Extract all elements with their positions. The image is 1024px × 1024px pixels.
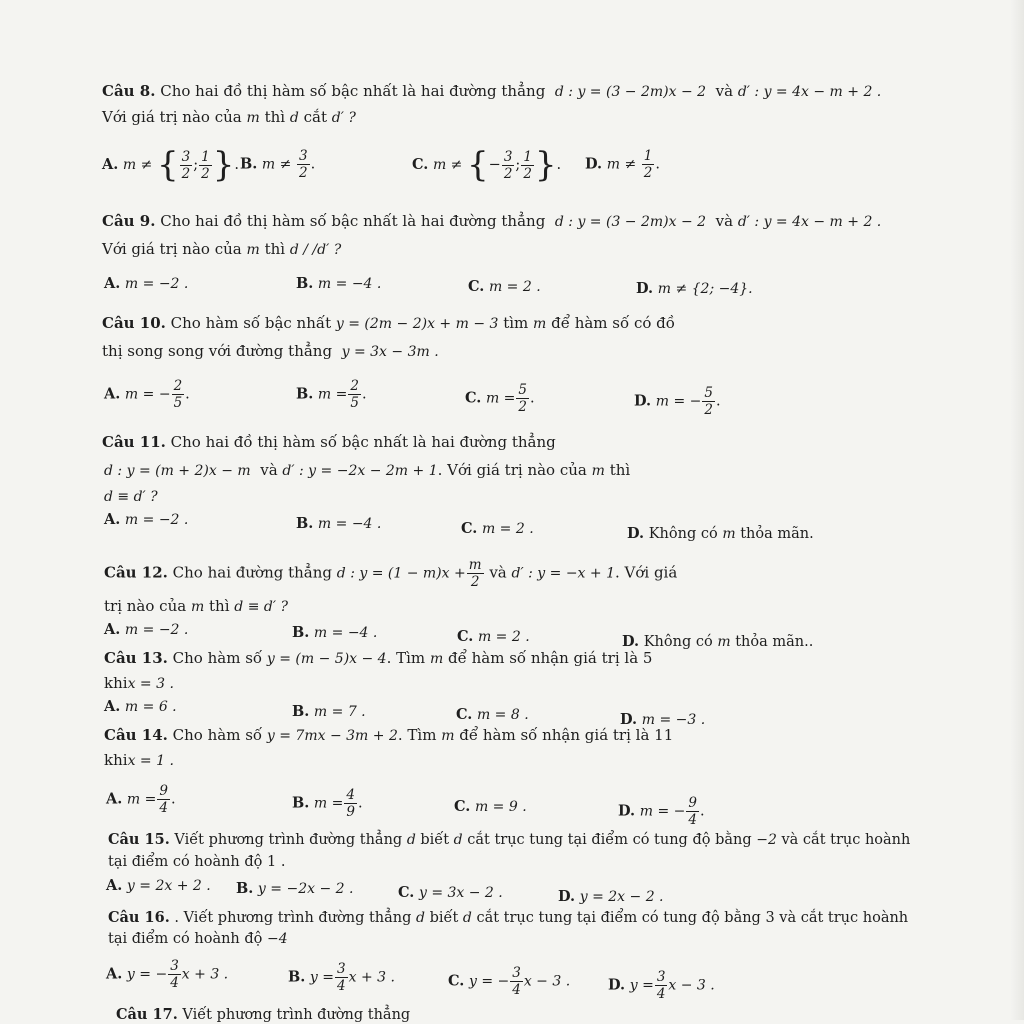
option-label: C.: [465, 389, 482, 407]
question-text: cắt trục tung tại điểm có tung độ bằng 3: [476, 910, 775, 926]
question-9-line-1: [102, 212, 881, 231]
option-value: Không có: [643, 634, 713, 650]
option-value: m = −2 .: [124, 512, 189, 528]
option-value: x − 3 .: [668, 977, 715, 994]
option-label: C.: [398, 884, 415, 901]
option-label: D.: [622, 633, 640, 650]
option-b: [292, 624, 377, 642]
question-text: Cho hai đồ thị hàm số bậc nhất là hai đường thẳng: [160, 82, 546, 100]
option-value: y = −2x − 2 .: [257, 881, 354, 897]
option-label: A.: [104, 698, 121, 715]
question-text: thì: [264, 108, 286, 126]
option-value: m = 6 .: [124, 699, 177, 715]
option-label: D.: [618, 802, 636, 820]
question-16-line-2: [108, 930, 288, 948]
question-15-line-1: [108, 831, 910, 849]
variable: d: [453, 832, 463, 848]
fraction: $\frac{1}{2}$: [643, 148, 653, 181]
option-value: x − 3 .: [523, 973, 571, 990]
conjunction: và: [260, 461, 278, 479]
question-16-line-1: [108, 909, 908, 927]
option-value: m = 2 .: [481, 521, 534, 537]
question-label: Câu 12.: [104, 563, 168, 582]
option-label: B.: [292, 794, 310, 812]
option-value: y =: [629, 977, 654, 994]
option-value: m = 9 .: [474, 799, 527, 815]
equation: d ≡ d′ ?: [234, 599, 288, 615]
option-a: [104, 698, 177, 716]
question-text: thì: [264, 240, 286, 258]
option-value: x + 3 .: [348, 969, 395, 986]
option-b: B. m = $\frac{4}{9}$ .: [292, 787, 363, 820]
option-label: A.: [104, 275, 121, 292]
question-text: Viết phương trình đường thẳng: [174, 832, 403, 848]
option-value: m = 2 .: [488, 279, 541, 295]
option-value: m = −: [639, 803, 686, 820]
question-text: để hàm số có đồ: [551, 314, 675, 332]
page-edge-shadow: [1010, 0, 1024, 1020]
question-text: . Tìm: [386, 649, 426, 667]
option-label: A.: [106, 790, 123, 808]
option-label: B.: [292, 703, 310, 720]
variable: m: [246, 110, 260, 126]
question-text: . Viết phương trình đường thẳng: [174, 910, 412, 926]
option-value: m = 8 .: [476, 707, 529, 723]
option-value: y = −: [468, 973, 510, 990]
equation: d′ : y = 4x − m + 2 .: [737, 84, 882, 100]
option-label: D.: [558, 888, 576, 905]
option-d: [608, 969, 715, 1002]
option-a: A. m = − $\frac{2}{5}$ .: [104, 378, 190, 411]
conjunction: và: [715, 82, 734, 100]
option-label: C.: [457, 628, 474, 645]
option-value: m = 2 .: [477, 629, 530, 645]
option-value: m =: [485, 390, 516, 407]
fraction: $\frac{5}{2}$: [704, 385, 713, 418]
question-11-line-3: [104, 487, 158, 506]
question-text: . Tìm: [397, 726, 437, 744]
fraction: $\frac{3}{4}$: [656, 969, 666, 1002]
question-text: để hàm số nhận giá trị là 11: [459, 726, 674, 744]
question-label: Câu 17.: [116, 1006, 178, 1023]
option-label: B.: [292, 624, 310, 641]
variable: m: [246, 242, 260, 258]
fraction: $\frac{m}{2}$: [468, 557, 482, 590]
option-d: D. m = − $\frac{9}{4}$ .: [618, 795, 705, 828]
variable: m: [429, 651, 444, 667]
option-label: C.: [448, 972, 465, 990]
question-text: Với giá trị nào của: [102, 240, 242, 258]
question-14-line-2: [104, 751, 174, 770]
question-text: tại điểm có hoành độ: [108, 931, 263, 947]
question-text: Cho hai đường thẳng: [172, 563, 332, 582]
equation: d′ : y = −x + 1: [511, 565, 615, 582]
fraction: $\frac{3}{4}$: [512, 965, 521, 998]
variable: m: [717, 634, 731, 650]
option-b: [296, 515, 381, 533]
question-text: Cho hàm số bậc nhất: [170, 314, 332, 332]
question-13-line-2: [104, 674, 174, 693]
option-value: y = 2x − 2 .: [579, 889, 664, 905]
question-12-line-2: [104, 597, 288, 616]
option-label: B.: [236, 880, 254, 897]
option-value: thỏa mãn..: [735, 634, 814, 650]
option-c: [456, 706, 529, 724]
option-label: D.: [585, 155, 603, 173]
question-9-line-2: [102, 240, 341, 259]
fraction: $\frac{2}{5}$: [173, 378, 183, 411]
question-text: . Với giá: [614, 563, 678, 582]
option-d: [627, 525, 814, 543]
question-text: thì: [209, 597, 230, 615]
value: −4: [267, 931, 288, 947]
option-value: m = 7 .: [313, 704, 366, 720]
question-label: Câu 14.: [104, 726, 168, 744]
option-label: A.: [106, 965, 123, 983]
option-label: C.: [468, 278, 485, 295]
option-a: [104, 511, 188, 529]
question-label: Câu 16.: [108, 909, 170, 926]
value: −2: [756, 832, 777, 848]
question-text: . Với giá trị nào của: [437, 461, 587, 479]
equation: y = 7mx − 3m + 2: [266, 728, 398, 744]
question-17-line-1: [116, 1006, 410, 1024]
option-label: A.: [104, 385, 121, 403]
question-8-line-1: [102, 82, 881, 101]
option-c: [398, 884, 503, 902]
variable: d: [462, 910, 472, 926]
option-c: C. m = $\frac{5}{2}$ .: [465, 382, 535, 415]
equation: d : y = (1 − m)x +: [336, 565, 466, 582]
fraction: $\frac{5}{2}$: [518, 382, 528, 415]
option-b: [236, 880, 353, 898]
option-a: [106, 958, 228, 991]
option-value: m = −: [124, 386, 171, 403]
question-text: trị nào của: [104, 597, 187, 615]
equation: x = 3 .: [127, 676, 174, 692]
option-value: y =: [309, 969, 335, 986]
question-15-line-2: [108, 853, 285, 871]
option-a: A. m = $\frac{9}{4}$ .: [106, 783, 176, 816]
equation: d′ : y = 4x − m + 2 .: [737, 214, 882, 230]
option-d: D. m = − $\frac{5}{2}$ .: [634, 385, 721, 418]
question-text: biết: [429, 910, 459, 926]
equation: d : y = (3 − 2m)x − 2: [554, 84, 707, 100]
equation: y = (2m − 2)x + m − 3: [335, 316, 499, 332]
option-label: B.: [240, 155, 258, 173]
option-label: A.: [104, 511, 121, 528]
option-value: x + 3 .: [181, 966, 229, 983]
option-label: C.: [461, 520, 478, 537]
variable: m: [591, 463, 605, 479]
equation: x = 1 .: [127, 753, 174, 769]
fraction: $\frac{9}{4}$: [159, 783, 168, 816]
question-text: tại điểm có hoành độ 1 .: [108, 854, 286, 870]
question-label: Câu 11.: [102, 433, 166, 451]
option-d: [558, 888, 664, 906]
question-8-line-2: [102, 108, 356, 127]
question-10-line-2: [102, 342, 439, 361]
option-label: B.: [288, 968, 306, 986]
option-label: C.: [454, 798, 471, 815]
brace-close: }: [534, 145, 557, 185]
variable: d′ ?: [331, 110, 356, 126]
option-label: A.: [106, 877, 123, 894]
option-value: m =: [313, 795, 344, 812]
equation: d : y = (3 − 2m)x − 2: [554, 214, 707, 230]
question-label: Câu 13.: [104, 649, 168, 667]
option-a: [104, 275, 188, 293]
option-d: [636, 280, 753, 298]
question-12-line-1: [104, 557, 677, 590]
fraction: $\frac{1}{2}$: [201, 148, 210, 182]
question-label: Câu 15.: [108, 831, 170, 848]
question-text: khi: [104, 751, 128, 769]
option-value: m = −2 .: [124, 622, 189, 638]
option-value: m ≠ {2; −4}.: [657, 281, 753, 297]
option-b: B. m = $\frac{2}{5}$ .: [296, 378, 367, 411]
option-c: [457, 628, 530, 646]
question-11-line-1: [102, 433, 556, 451]
option-label: C.: [456, 706, 473, 723]
option-value: m ≠: [261, 156, 292, 173]
question-text: và cắt trục hoành: [779, 910, 909, 926]
question-text: Cho hai đồ thị hàm số bậc nhất là hai đường thẳng: [160, 212, 546, 230]
option-label: B.: [296, 515, 314, 532]
question-text: Viết phương trình đường thẳng: [182, 1007, 411, 1023]
fraction: $\frac{3}{2}$: [503, 148, 513, 182]
option-b: [292, 703, 366, 721]
option-value: thỏa mãn.: [740, 526, 814, 542]
question-text: thì: [609, 461, 631, 479]
option-b: [296, 275, 381, 293]
option-value: m = −4 .: [313, 625, 378, 641]
option-value: y = −: [126, 966, 168, 983]
question-text: cắt trục tung tại điểm có tung độ bằng: [467, 832, 752, 848]
option-label: D.: [608, 976, 626, 994]
option-b: [288, 961, 395, 994]
option-a: [104, 621, 188, 639]
variable: m: [441, 728, 455, 744]
fraction: $\frac{3}{2}$: [299, 148, 308, 181]
option-label: C.: [412, 156, 429, 173]
brace-open: {: [157, 145, 179, 185]
question-label: Câu 10.: [102, 314, 166, 332]
option-value: Không có: [648, 526, 718, 542]
conjunction: và: [489, 563, 507, 582]
option-c: [468, 278, 541, 296]
option-value: m ≠: [122, 157, 153, 173]
option-value: m = −: [655, 393, 702, 410]
option-value: m = −3 .: [641, 712, 706, 728]
question-text: tìm: [503, 314, 529, 332]
equation: y = (m − 5)x − 4: [266, 651, 387, 667]
option-label: B.: [296, 385, 314, 403]
option-label: D.: [636, 280, 654, 297]
variable: d / /d′ ?: [289, 242, 342, 258]
equation: d ≡ d′ ?: [104, 489, 158, 505]
option-label: D.: [620, 711, 638, 728]
fraction: $\frac{3}{2}$: [181, 148, 191, 182]
equation: y = 3x − 3m .: [341, 344, 439, 360]
variable: m: [190, 599, 205, 615]
option-c: [454, 798, 527, 816]
question-label: Câu 9.: [102, 212, 156, 230]
option-label: D.: [627, 525, 645, 542]
question-text: khi: [104, 674, 128, 692]
fraction: $\frac{4}{9}$: [346, 787, 355, 820]
variable: d: [416, 910, 425, 926]
question-text: Với giá trị nào của: [102, 108, 242, 126]
question-text: Cho hàm số: [172, 649, 263, 667]
conjunction: và: [715, 212, 734, 230]
fraction: $\frac{1}{2}$: [523, 148, 532, 182]
equation: d′ : y = −2x − 2m + 1: [282, 463, 438, 479]
option-label: B.: [296, 275, 314, 292]
brace-close: }: [212, 145, 235, 185]
question-text: Cho hàm số: [172, 726, 263, 744]
question-13-line-1: [104, 649, 652, 668]
option-value: m = −4 .: [317, 516, 382, 532]
fraction: $\frac{3}{4}$: [337, 961, 346, 994]
question-text: để hàm số nhận giá trị là 5: [448, 649, 653, 667]
fraction: $\frac{9}{4}$: [688, 795, 697, 828]
question-text: Cho hai đồ thị hàm số bậc nhất là hai đường thẳng: [170, 433, 556, 451]
question-text: biết: [420, 832, 450, 848]
option-label: A.: [104, 621, 121, 638]
question-text: cắt: [303, 108, 327, 126]
option-c: [448, 965, 570, 998]
option-value: m ≠: [432, 157, 463, 173]
question-label: Câu 8.: [102, 82, 156, 100]
variable: d: [406, 832, 416, 848]
option-label: A.: [102, 156, 119, 173]
option-value: m ≠: [606, 156, 637, 173]
question-text: và cắt trục hoành: [781, 832, 911, 848]
brace-open: {: [467, 145, 489, 185]
option-c: C. m ≠ {− $\frac{3}{2}$ ; $\frac{1}{2}$ }.: [412, 145, 562, 185]
variable: d: [289, 110, 299, 126]
option-value: y = 3x − 2 .: [418, 885, 503, 901]
option-a: A. m ≠ { $\frac{3}{2}$ ; $\frac{1}{2}$ }.: [102, 145, 239, 185]
variable: m: [722, 526, 736, 542]
option-value: m =: [317, 386, 348, 403]
option-value: y = 2x + 2 .: [126, 878, 211, 894]
variable: m: [533, 316, 547, 332]
question-14-line-1: [104, 726, 673, 745]
fraction: $\frac{3}{4}$: [170, 958, 179, 991]
option-label: D.: [634, 392, 652, 410]
option-d: D. m ≠ $\frac{1}{2}$ .: [585, 148, 660, 181]
option-b: B. m ≠ $\frac{3}{2}$ .: [240, 148, 316, 181]
question-10-line-1: [102, 314, 675, 333]
option-a: [106, 877, 211, 895]
question-11-line-2: [104, 461, 630, 480]
fraction: $\frac{2}{5}$: [350, 378, 359, 411]
option-c: [461, 520, 534, 538]
equation: d : y = (m + 2)x − m: [104, 463, 251, 479]
question-text: thị song song với đường thẳng: [102, 342, 333, 360]
option-value: m = −2 .: [124, 276, 189, 292]
option-value: m = −4 .: [317, 276, 382, 292]
option-value: m =: [126, 791, 157, 808]
